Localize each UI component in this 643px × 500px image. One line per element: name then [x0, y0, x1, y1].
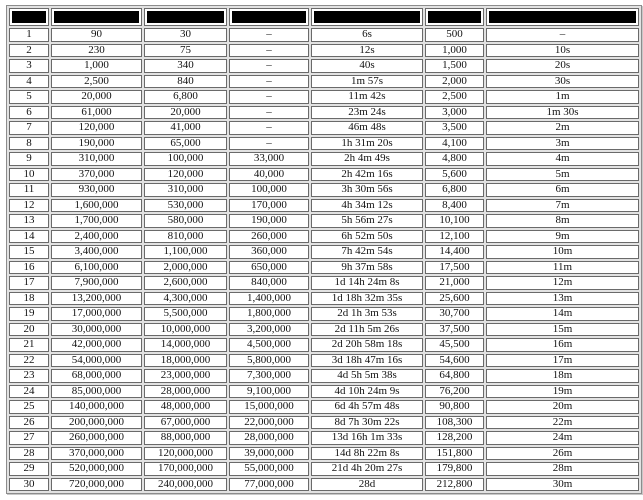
data-table: [6, 5, 642, 494]
table-cell: 10: [9, 168, 49, 182]
table-cell: 260,000: [229, 230, 309, 244]
table-cell: 151,800: [425, 447, 484, 461]
table-cell: 25: [9, 400, 49, 414]
table-body: [9, 28, 639, 491]
table-cell: 27: [9, 431, 49, 445]
table-cell: 2,000: [425, 75, 484, 89]
table-cell: 21d 4h 20m 27s: [311, 462, 423, 476]
redaction-bar: [12, 11, 46, 23]
table-cell: 108,300: [425, 416, 484, 430]
table-cell: 25,600: [425, 292, 484, 306]
table-cell: 2h 42m 16s: [311, 168, 423, 182]
table-row: [9, 183, 639, 197]
table-cell: 3m: [486, 137, 639, 151]
table-cell: 1h 31m 20s: [311, 137, 423, 151]
table-cell: 5h 56m 27s: [311, 214, 423, 228]
table-cell: 2h 4m 49s: [311, 152, 423, 166]
table-cell: 650,000: [229, 261, 309, 275]
table-cell: 45,500: [425, 338, 484, 352]
table-cell: 6,100,000: [51, 261, 142, 275]
column-header-redacted: [229, 8, 309, 26]
table-cell: –: [229, 28, 309, 42]
table-cell: 810,000: [144, 230, 227, 244]
table-cell: 1,100,000: [144, 245, 227, 259]
table-cell: 120,000: [144, 168, 227, 182]
table-cell: 68,000,000: [51, 369, 142, 383]
table-cell: 2,500: [425, 90, 484, 104]
table-cell: 140,000,000: [51, 400, 142, 414]
table-cell: 41,000: [144, 121, 227, 135]
table-cell: 10,100: [425, 214, 484, 228]
table-cell: 20,000: [51, 90, 142, 104]
table-cell: 13m: [486, 292, 639, 306]
table-row: [9, 276, 639, 290]
table-row: [9, 416, 639, 430]
table-cell: 67,000,000: [144, 416, 227, 430]
table-cell: 19m: [486, 385, 639, 399]
table-cell: 14,000,000: [144, 338, 227, 352]
table-cell: 2d 11h 5m 26s: [311, 323, 423, 337]
table-cell: 10m: [486, 245, 639, 259]
table-cell: 3,200,000: [229, 323, 309, 337]
table-row: [9, 230, 639, 244]
table-cell: 5,800,000: [229, 354, 309, 368]
table-cell: 4d 10h 24m 9s: [311, 385, 423, 399]
table-cell: 179,800: [425, 462, 484, 476]
table-cell: 12s: [311, 44, 423, 58]
redaction-bar: [489, 11, 636, 23]
table-cell: 8: [9, 137, 49, 151]
table-cell: 1,000: [425, 44, 484, 58]
table-cell: 1,600,000: [51, 199, 142, 213]
table-cell: 76,200: [425, 385, 484, 399]
table-cell: 10,000,000: [144, 323, 227, 337]
table-cell: 9h 37m 58s: [311, 261, 423, 275]
table-cell: 310,000: [144, 183, 227, 197]
table-cell: 30: [9, 478, 49, 492]
table-cell: 3,500: [425, 121, 484, 135]
table-row: [9, 400, 639, 414]
table-cell: 65,000: [144, 137, 227, 151]
table-cell: 1,500: [425, 59, 484, 73]
column-header-redacted: [9, 8, 49, 26]
table-cell: 37,500: [425, 323, 484, 337]
table-cell: 9m: [486, 230, 639, 244]
table-cell: 7,300,000: [229, 369, 309, 383]
table-cell: 1,000: [51, 59, 142, 73]
table-cell: 90,800: [425, 400, 484, 414]
table-cell: 230: [51, 44, 142, 58]
table-cell: 3,400,000: [51, 245, 142, 259]
table-cell: 23,000,000: [144, 369, 227, 383]
table-row: [9, 106, 639, 120]
table-cell: –: [229, 106, 309, 120]
table-cell: 54,600: [425, 354, 484, 368]
column-header-redacted: [486, 8, 639, 26]
table-cell: 12m: [486, 276, 639, 290]
table-cell: 42,000,000: [51, 338, 142, 352]
table-cell: 1: [9, 28, 49, 42]
table-cell: 840: [144, 75, 227, 89]
table-cell: 88,000,000: [144, 431, 227, 445]
table-row: [9, 59, 639, 73]
table-cell: 128,200: [425, 431, 484, 445]
table-cell: 24m: [486, 431, 639, 445]
table-cell: 190,000: [229, 214, 309, 228]
table-cell: 30,000,000: [51, 323, 142, 337]
table-row: [9, 214, 639, 228]
table-cell: 30,700: [425, 307, 484, 321]
table-cell: 14,400: [425, 245, 484, 259]
redaction-bar: [54, 11, 139, 23]
table-row: [9, 152, 639, 166]
table-cell: 26m: [486, 447, 639, 461]
table-cell: –: [229, 121, 309, 135]
table-row: [9, 478, 639, 492]
table-cell: 20s: [486, 59, 639, 73]
table-cell: 11m: [486, 261, 639, 275]
table-cell: 200,000,000: [51, 416, 142, 430]
table-cell: –: [229, 44, 309, 58]
table-cell: –: [229, 90, 309, 104]
table-row: [9, 199, 639, 213]
table-cell: 3,000: [425, 106, 484, 120]
table-cell: 13,200,000: [51, 292, 142, 306]
table-cell: 7: [9, 121, 49, 135]
table-row: [9, 338, 639, 352]
table-cell: 17m: [486, 354, 639, 368]
table-cell: 61,000: [51, 106, 142, 120]
table-cell: 64,800: [425, 369, 484, 383]
table-cell: 2,500: [51, 75, 142, 89]
table-cell: 40s: [311, 59, 423, 73]
column-header-redacted: [425, 8, 484, 26]
table-cell: 170,000,000: [144, 462, 227, 476]
table-cell: 14m: [486, 307, 639, 321]
table-cell: 4,300,000: [144, 292, 227, 306]
table-cell: 2d 1h 3m 53s: [311, 307, 423, 321]
table-cell: 18m: [486, 369, 639, 383]
table-row: [9, 44, 639, 58]
table-cell: 1,800,000: [229, 307, 309, 321]
table-cell: 260,000,000: [51, 431, 142, 445]
table-row: [9, 245, 639, 259]
table-row: [9, 369, 639, 383]
table-cell: 24: [9, 385, 49, 399]
table-header: [9, 8, 639, 26]
table-cell: 12,100: [425, 230, 484, 244]
table-cell: 33,000: [229, 152, 309, 166]
table-cell: 100,000: [229, 183, 309, 197]
table-row: [9, 462, 639, 476]
table-cell: 22m: [486, 416, 639, 430]
table-row: [9, 354, 639, 368]
table-cell: 75: [144, 44, 227, 58]
table-cell: 30: [144, 28, 227, 42]
table-cell: 6m: [486, 183, 639, 197]
table-cell: 16: [9, 261, 49, 275]
table-cell: 10s: [486, 44, 639, 58]
table-cell: 28d: [311, 478, 423, 492]
table-row: [9, 261, 639, 275]
table-cell: 2d 20h 58m 18s: [311, 338, 423, 352]
table-cell: 14: [9, 230, 49, 244]
table-cell: 46m 48s: [311, 121, 423, 135]
table-cell: 170,000: [229, 199, 309, 213]
table-cell: 100,000: [144, 152, 227, 166]
table-cell: 1,700,000: [51, 214, 142, 228]
table-cell: 18,000,000: [144, 354, 227, 368]
table-cell: 1d 14h 24m 8s: [311, 276, 423, 290]
table-cell: 5,500,000: [144, 307, 227, 321]
table-cell: 7h 42m 54s: [311, 245, 423, 259]
table-cell: 22: [9, 354, 49, 368]
table-cell: 500: [425, 28, 484, 42]
table-cell: 18: [9, 292, 49, 306]
table-row: [9, 385, 639, 399]
table-cell: 3h 30m 56s: [311, 183, 423, 197]
table-cell: 13: [9, 214, 49, 228]
table-cell: 520,000,000: [51, 462, 142, 476]
table-cell: 30s: [486, 75, 639, 89]
table-cell: 4d 5h 5m 38s: [311, 369, 423, 383]
table-cell: 9: [9, 152, 49, 166]
table-row: [9, 137, 639, 151]
table-cell: 20: [9, 323, 49, 337]
table-cell: 90: [51, 28, 142, 42]
table-cell: 15m: [486, 323, 639, 337]
table-row: [9, 447, 639, 461]
table-cell: 120,000,000: [144, 447, 227, 461]
table-cell: 580,000: [144, 214, 227, 228]
table-cell: 4h 34m 12s: [311, 199, 423, 213]
table-cell: 39,000,000: [229, 447, 309, 461]
table-cell: 240,000,000: [144, 478, 227, 492]
table-cell: 22,000,000: [229, 416, 309, 430]
table-cell: 4,100: [425, 137, 484, 151]
table-cell: 1,400,000: [229, 292, 309, 306]
table-cell: 6h 52m 50s: [311, 230, 423, 244]
table-cell: 1m: [486, 90, 639, 104]
table-row: [9, 292, 639, 306]
table-cell: 85,000,000: [51, 385, 142, 399]
table-cell: 2,000,000: [144, 261, 227, 275]
table-cell: 340: [144, 59, 227, 73]
redaction-bar: [314, 11, 420, 23]
table-cell: 2,600,000: [144, 276, 227, 290]
table-row: [9, 28, 639, 42]
table-cell: 6d 4h 57m 48s: [311, 400, 423, 414]
table-cell: 15,000,000: [229, 400, 309, 414]
redaction-bar: [232, 11, 306, 23]
table-cell: 6,800: [144, 90, 227, 104]
table-cell: 5: [9, 90, 49, 104]
table-header-row: [9, 8, 639, 26]
table-row: [9, 431, 639, 445]
table-cell: 4: [9, 75, 49, 89]
table-row: [9, 307, 639, 321]
table-cell: 2m: [486, 121, 639, 135]
table-cell: 28: [9, 447, 49, 461]
table-cell: 1m 30s: [486, 106, 639, 120]
table-cell: 7m: [486, 199, 639, 213]
table-cell: 5,600: [425, 168, 484, 182]
table-cell: 4,800: [425, 152, 484, 166]
table-cell: 930,000: [51, 183, 142, 197]
table-cell: 40,000: [229, 168, 309, 182]
table-cell: 17,500: [425, 261, 484, 275]
table-cell: 6: [9, 106, 49, 120]
table-cell: 1m 57s: [311, 75, 423, 89]
table-cell: 8,400: [425, 199, 484, 213]
table-cell: 23: [9, 369, 49, 383]
table-cell: 360,000: [229, 245, 309, 259]
table-cell: 370,000: [51, 168, 142, 182]
table-cell: 28,000,000: [144, 385, 227, 399]
table-cell: 20m: [486, 400, 639, 414]
table-cell: 54,000,000: [51, 354, 142, 368]
table-cell: 720,000,000: [51, 478, 142, 492]
table-cell: 21: [9, 338, 49, 352]
table-cell: 17: [9, 276, 49, 290]
table-cell: –: [229, 137, 309, 151]
table-cell: 28m: [486, 462, 639, 476]
redaction-bar: [428, 11, 481, 23]
table-cell: 12: [9, 199, 49, 213]
table-cell: 1d 18h 32m 35s: [311, 292, 423, 306]
table-cell: 26: [9, 416, 49, 430]
column-header-redacted: [144, 8, 227, 26]
table-cell: 6,800: [425, 183, 484, 197]
table-cell: –: [229, 59, 309, 73]
table-cell: 4,500,000: [229, 338, 309, 352]
table-row: [9, 168, 639, 182]
table-row: [9, 75, 639, 89]
table-cell: 190,000: [51, 137, 142, 151]
column-header-redacted: [311, 8, 423, 26]
table-cell: 55,000,000: [229, 462, 309, 476]
table-cell: 3: [9, 59, 49, 73]
table-row: [9, 323, 639, 337]
table-cell: 48,000,000: [144, 400, 227, 414]
table-cell: 4m: [486, 152, 639, 166]
table-cell: 17,000,000: [51, 307, 142, 321]
table-cell: 11m 42s: [311, 90, 423, 104]
table-cell: 20,000: [144, 106, 227, 120]
table-cell: 23m 24s: [311, 106, 423, 120]
table-cell: –: [229, 75, 309, 89]
table-row: [9, 90, 639, 104]
table-cell: 11: [9, 183, 49, 197]
table-cell: 13d 16h 1m 33s: [311, 431, 423, 445]
table-cell: 30m: [486, 478, 639, 492]
table-cell: 530,000: [144, 199, 227, 213]
table-cell: 19: [9, 307, 49, 321]
table-cell: 370,000,000: [51, 447, 142, 461]
table-cell: 212,800: [425, 478, 484, 492]
table-cell: 840,000: [229, 276, 309, 290]
table-cell: –: [486, 28, 639, 42]
table-cell: 5m: [486, 168, 639, 182]
table-cell: 3d 18h 47m 16s: [311, 354, 423, 368]
table-cell: 6s: [311, 28, 423, 42]
table-cell: 28,000,000: [229, 431, 309, 445]
table-cell: 21,000: [425, 276, 484, 290]
table-cell: 2: [9, 44, 49, 58]
table-row: [9, 121, 639, 135]
table-cell: 7,900,000: [51, 276, 142, 290]
table-cell: 120,000: [51, 121, 142, 135]
redaction-bar: [147, 11, 224, 23]
table-cell: 8d 7h 30m 22s: [311, 416, 423, 430]
column-header-redacted: [51, 8, 142, 26]
table-cell: 8m: [486, 214, 639, 228]
table-cell: 16m: [486, 338, 639, 352]
table-cell: 9,100,000: [229, 385, 309, 399]
table-cell: 310,000: [51, 152, 142, 166]
table-cell: 2,400,000: [51, 230, 142, 244]
table-cell: 14d 8h 22m 8s: [311, 447, 423, 461]
table-cell: 77,000,000: [229, 478, 309, 492]
table-cell: 29: [9, 462, 49, 476]
table-cell: 15: [9, 245, 49, 259]
